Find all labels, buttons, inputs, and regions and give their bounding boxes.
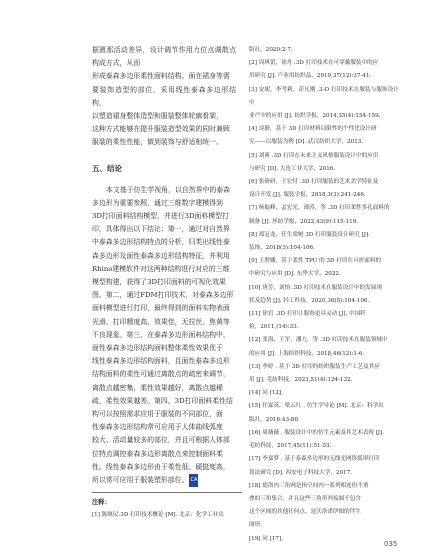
text-line: 图。第二，通过FDM打印技术，对泰森多边形 <box>92 291 234 300</box>
reference-line: 制备 [J]. 丝纺学报，2022,43(9):115-119. <box>249 218 359 225</box>
reference-line: [3] 安妮，李考莉，彭凡刚 .3-D 打印技术在服装与服饰设计中 <box>249 86 399 106</box>
notes-title: 注释： <box>92 499 111 506</box>
reference-line: [2] 周琪蕾，徐舟 .3D 打印技术在可穿戴服装中的应 <box>249 60 379 67</box>
reference-line: [7] 杨振峰，孟宏光，薄涛，等 .3D 打印柔性多孔面料的 <box>249 205 390 212</box>
conclusion-paragraph <box>92 184 236 488</box>
references-column <box>249 44 399 546</box>
reference-line: [12] 张海，王军，潘力，等 .3D 打印技术在服装领域中 <box>249 337 388 344</box>
text-line: 这种方式能够在提升服装造型效果的同时兼顾 <box>92 125 230 134</box>
reference-line: 版社，2020:2-7. <box>249 47 293 53</box>
reference-line: 这个区域的其他任何点，是沃洛诺伊图的伴生 <box>249 509 361 516</box>
text-line: 3D打印面料结构模型，并进行3D面料模型打 <box>92 212 229 221</box>
reference-line: 检，2011,(14):33. <box>249 324 299 331</box>
reference-line: [11] 徐岩 .3D 打印让服饰更具灵动 [J]. 中国纤 <box>249 311 366 318</box>
text-line: 离散点越密集，柔性效果越好，离散点越稀 <box>92 383 223 392</box>
reference-line: 算法研究 [D]. 西安电子科技大学，2017. <box>249 469 352 476</box>
reference-line: 用研究 [J]. 产业用纺织品，2019,37(12):37-41. <box>249 73 372 80</box>
section-heading-conclusion: 五、结论 <box>92 163 122 173</box>
reference-line: 中研究与应用 [D]. 东华大学，2022. <box>249 271 341 278</box>
reference-line: [17] 李嘉梦 . 基于泰森多边形的无线光网络弧形打印 <box>249 456 380 463</box>
text-line: 印，具体得出以下结论：第一，通过对自然界 <box>92 225 230 234</box>
reference-line: [6] 张研研，王宏付 .3D 打印服装的艺术美学特征及 <box>249 179 379 186</box>
ca-end-mark: CA <box>189 474 198 487</box>
text-line: 性泰森多边形结构常可应用于人体曲线弧度 <box>92 423 223 432</box>
reference-line: 叠的三角集合，并且这些三角形外接圆不包含 <box>249 495 361 502</box>
text-line: 线性泰森多边形结构面料，且面性泰森多边形 <box>92 357 230 366</box>
reference-line: 毛纺科技，2017,45(11):51-53. <box>249 443 332 450</box>
text-line: 不良现象。第三，在泰森多边形面料结构中， <box>92 330 230 339</box>
reference-line: 与研究 [D]. 大连工业大学，2016. <box>249 165 336 172</box>
reference-line: 装饰，2018(3):104-106. <box>249 245 315 252</box>
text-line: 构可以按照需求应用于服装的不同部位，面 <box>92 410 223 419</box>
text-line: 模型构建，获得了3D打印面料的可视化效果 <box>92 278 226 287</box>
reference-line: [15] 任霖英，梁云红 . 仿生学导论 [M]. 北京：科学出 <box>249 403 384 410</box>
text-line: 性。线性泰森多边形由于柔性低、硬挺度高， <box>92 462 230 471</box>
text-line: 面性泰森多边形结构面料整体柔性效果优于 <box>92 344 223 353</box>
reference-line: [10] 唐芳，刘怡 .3D 打印技术在服装设计中的发展现 <box>249 284 382 291</box>
reference-line: [13] 李婷 . 基于 3D 打印的纺织服装生产工艺及其应 <box>249 363 380 370</box>
text-segment: 所以常可应用于服装塑形部位。 <box>92 476 189 485</box>
reference-line: 状及趋势 [J]. 轻工科技，2020,36(5):104-106. <box>249 297 370 304</box>
notes-divider <box>92 492 242 493</box>
text-line: 多边形为重要参照，通过三维数字建模得到 <box>92 198 223 207</box>
reference-line: [18] 德洛内三角网是指空间内一系列相连但不重 <box>249 482 369 489</box>
reference-line: 版社，2016:43-80. <box>249 416 300 423</box>
text-line: 光滑、打印精度高、效果佳，无拉丝、焦黄等 <box>92 317 230 326</box>
text-line: 形成泰森多边形柔性面料结构。面在裙身等需 <box>92 72 230 81</box>
text-line: Rhino建模软件对这两种结构进行对应的三维 <box>92 264 230 273</box>
note-item: [1] 陈继民.3D 打印技术概论 [M]. 北京：化学工业出 <box>92 512 224 518</box>
reference-line: 的应用 [J]. 上海纺织科技，2018,46(12):1-6. <box>249 350 365 357</box>
reference-line: 用 [J]. 毛纺科技，2023,51(4):124-132. <box>249 377 353 384</box>
text-line: 森多边形及面性泰森多边形结构特征，并利用 <box>92 251 230 260</box>
text-line: 疏，柔性效果越差。第四，3D打印面料柔性结 <box>92 396 233 405</box>
text-line: 位特点调控泰森多边形离散点来控制面料柔 <box>92 449 223 458</box>
text-line <box>92 474 236 487</box>
reference-line: [19] 同 [17]。 <box>249 535 287 542</box>
reference-line: 设计开发 [J]. 服装学报，2018,3(3):241-246. <box>249 192 366 199</box>
text-line: 结构面料的柔性可通过离散点的疏密来调节， <box>92 370 230 379</box>
text-line: 本文基于仿生学视角，以自然界中的泰森 <box>106 185 231 194</box>
text-line: 较大、活动量较多的部位，并且可根据人体部 <box>92 436 230 445</box>
notes-section <box>92 497 242 519</box>
reference-line: [9] 王胜娜，基于柔性 TPU 的 3D 打印在可折面料的 <box>249 258 382 265</box>
reference-line: [8] 郑冠龙，任生梁树 3D 打印服装设计研究 [J]. <box>249 231 370 238</box>
text-line: 据匮那活动差异，设计调节作用力位点调散点构成方式，从而 <box>92 46 236 68</box>
text-line: 中泰森多边形结构特点的分析，归类出线性泰 <box>92 238 230 247</box>
reference-line: 业产中的应用 [J]. 纺织学报，2014,35(4):154-159. <box>249 113 381 120</box>
text-line: 以塑造裙身整体造型和服装整体轮廓骨架， <box>92 112 223 121</box>
reference-line: 究——以服装为例 [D]. 武汉纺织大学，2013. <box>249 139 364 146</box>
text-line: 要装饰造型的部位，采用线性泰森多边形结构， <box>92 85 236 107</box>
reference-line: [5] 刘爽 .3D 打印在未来主义风格服装设计中的应用 <box>249 152 379 159</box>
text-line: 服装的柔性性能，做到装饰与舒适相统一。 <box>92 138 223 147</box>
page-number: 035 <box>384 540 398 548</box>
reference-list <box>249 44 399 546</box>
reference-line: [14] 同 [12]. <box>249 390 283 397</box>
reference-line: [16] 周薇薇 . 服装设计中的仿生元素及其艺术表现 [J]. <box>249 429 385 436</box>
text-line: 面料模型进行打印，最终得到的面料实物表面 <box>92 304 230 313</box>
reference-line: [4] 谈静，基于 3D 打印材料局限性的个性化设计研 <box>249 126 377 133</box>
reference-line: 图形。 <box>249 522 266 529</box>
left-column <box>92 44 236 487</box>
intro-paragraph <box>92 44 236 150</box>
